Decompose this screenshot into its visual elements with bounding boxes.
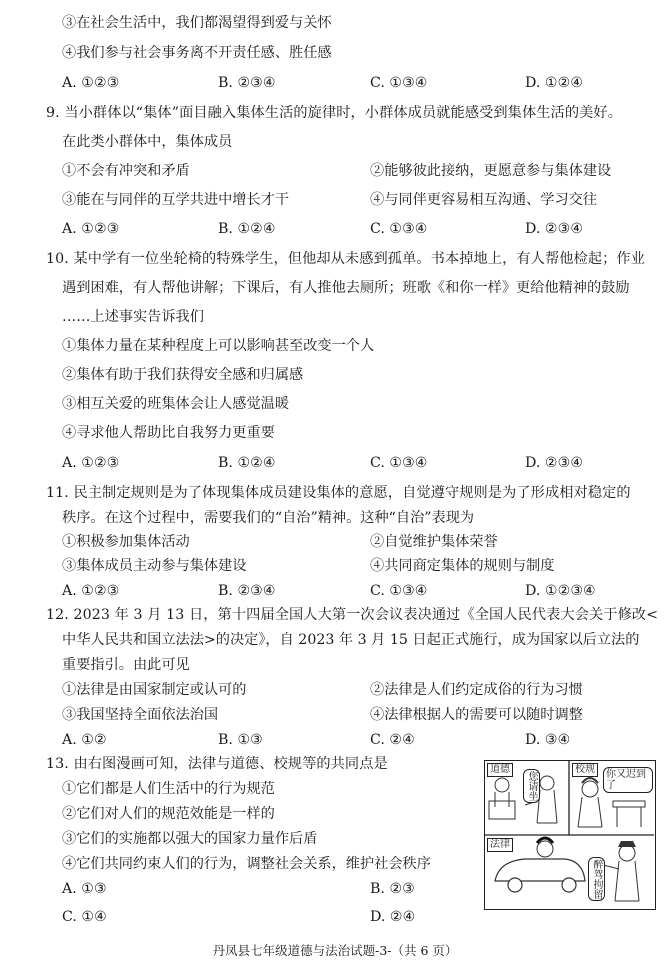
- q9-option-d: D. ②③④: [525, 221, 584, 237]
- q12-option-b: B. ①③: [218, 732, 263, 748]
- q12-stem-line1: 12. 2023 年 3 月 13 日，第十四届全国人大第一次会议表决通过《全国人民代表大会关于修改<: [46, 607, 659, 623]
- q13-option-d: D. ②④: [370, 909, 416, 925]
- q11-stem-line1: 11. 民主制定规则是为了体现集体成员建设集体的意愿，自觉遵守规则是为了形成相对稳定的: [46, 485, 631, 501]
- q12-item-4: ④法律根据人的需要可以随时调整: [370, 707, 583, 723]
- q11-option-a: A. ①②③: [62, 583, 120, 599]
- q10-item-1: ①集体力量在某种程度上可以影响甚至改变一个人: [62, 338, 375, 354]
- comic-label-law: 法律: [487, 838, 513, 852]
- prev-option-a: A. ①②③: [62, 75, 120, 91]
- prev-option-d: D. ①②④: [525, 75, 584, 91]
- q9-option-a: A. ①②③: [62, 221, 120, 237]
- q9-stem-line1: 9. 当小群体以“集体”面目融入集体生活的旋律时，小群体成员就能感受到集体生活的美好。: [46, 105, 622, 121]
- q10-option-b: B. ①②④: [218, 455, 276, 471]
- comic-label-school-rules: 校规: [572, 763, 598, 777]
- q9-item-3: ③能在与同伴的互学共进中增长才干: [62, 192, 290, 208]
- q9-item-2: ②能够彼此接纳，更愿意参与集体建设: [370, 163, 612, 179]
- q9-option-c: C. ①③④: [370, 221, 428, 237]
- comic-sign-drunk-driving: 醉驾拘留: [588, 857, 605, 901]
- q12-item-1: ①法律是由国家制定或认可的: [62, 682, 247, 698]
- comic-label-morality: 道德: [487, 763, 513, 777]
- q9-stem-line2: 在此类小群体中，集体成员: [62, 134, 233, 150]
- q13-item-3: ③它们的实施都以强大的国家力量作后盾: [62, 831, 318, 847]
- q13-item-1: ①它们都是人们生活中的行为规范: [62, 781, 275, 797]
- prev-option-b: B. ②③④: [218, 75, 276, 91]
- q10-option-c: C. ①③④: [370, 455, 428, 471]
- q13-stem-line1: 13. 由右图漫画可知，法律与道德、校规等的共同点是: [46, 756, 388, 772]
- comic-bubble-late: 你又迟到了: [603, 767, 653, 793]
- q11-stem-line2: 秩序。在这个过程中，需要我们的“自治”精神。这种“自治”表现为: [62, 510, 475, 526]
- q13-option-a: A. ①③: [62, 881, 107, 897]
- q12-item-2: ②法律是人们约定成俗的行为习惯: [370, 682, 583, 698]
- q13-item-4: ④它们共同约束人们的行为，调整社会关系，维护社会秩序: [62, 856, 431, 872]
- q9-item-4: ④与同伴更容易相互沟通、学习交往: [370, 192, 598, 208]
- q12-option-a: A. ①②: [62, 732, 107, 748]
- q10-option-d: D. ②③④: [525, 455, 584, 471]
- q12-item-3: ③我国坚持全面依法治国: [62, 707, 219, 723]
- comic-bubble-seat: 您请坐: [523, 769, 540, 803]
- prev-item-4: ④我们参与社会事务离不开责任感、胜任感: [62, 45, 332, 61]
- q11-option-b: B. ②③④: [218, 583, 276, 599]
- q10-item-2: ②集体有助于我们获得安全感和归属感: [62, 367, 304, 383]
- prev-item-3: ③在社会生活中，我们都渴望得到爱与关怀: [62, 15, 332, 31]
- q12-stem-line2: 中华人民共和国立法法>的决定》，自 2023 年 3 月 15 日起正式施行，成为国家以后立法的: [62, 632, 640, 648]
- q11-item-4: ④共同商定集体的规则与制度: [370, 558, 555, 574]
- law-morality-comic: [484, 760, 656, 910]
- q11-item-2: ②自觉维护集体荣誉: [370, 534, 498, 550]
- q11-item-1: ①积极参加集体活动: [62, 534, 190, 550]
- q13-option-c: C. ①④: [62, 909, 107, 925]
- q10-stem-line2: 遇到困难，有人帮他讲解；下课后，有人推他去厕所；班歌《和你一样》更给他精神的鼓励: [62, 280, 630, 296]
- q11-option-c: C. ①③④: [370, 583, 428, 599]
- q11-option-d: D. ①②③④: [525, 583, 596, 599]
- q10-item-3: ③相互关爱的班集体会让人感觉温暖: [62, 396, 290, 412]
- q12-option-c: C. ②④: [370, 732, 415, 748]
- q10-stem-line3: ……上述事实告诉我们: [62, 309, 204, 325]
- q10-stem-line1: 10. 某中学有一位坐轮椅的特殊学生，但他却从未感到孤单。书本掉地上，有人帮他检起；作业: [46, 251, 645, 267]
- q10-option-a: A. ①②③: [62, 455, 120, 471]
- q12-option-d: D. ③④: [525, 732, 571, 748]
- q9-option-b: B. ①②④: [218, 221, 276, 237]
- q12-stem-line3: 重要指引。由此可见: [62, 657, 190, 673]
- q9-item-1: ①不会有冲突和矛盾: [62, 163, 190, 179]
- q13-item-2: ②它们对人们的规范效能是一样的: [62, 806, 275, 822]
- q10-item-4: ④寻求他人帮助比自我努力更重要: [62, 425, 275, 441]
- q13-option-b: B. ②③: [370, 881, 415, 897]
- page-footer: 丹凤县七年级道德与法治试题-3-（共 6 页）: [212, 943, 458, 958]
- q11-item-3: ③集体成员主动参与集体建设: [62, 558, 247, 574]
- prev-option-c: C. ①③④: [370, 75, 428, 91]
